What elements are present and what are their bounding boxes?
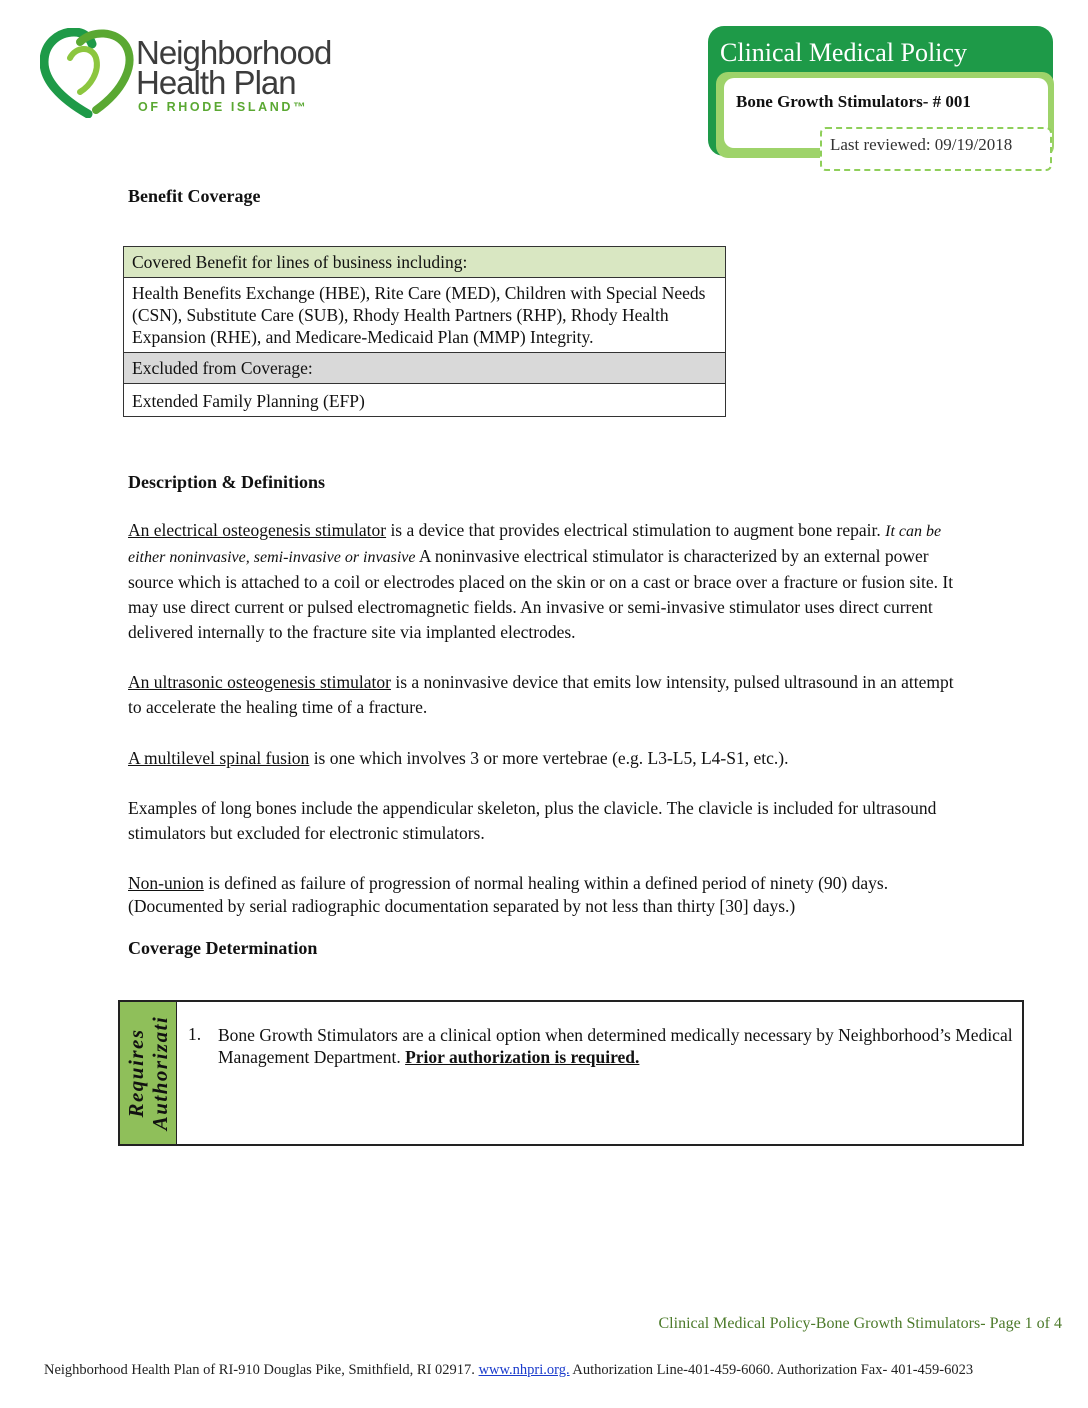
definition-long-bones: Examples of long bones include the appendicular skeleton, plus the clavicle. The clavicle is included for ultrasound stimulators but excluded for electronic stimulators. — [128, 798, 937, 843]
excluded-lines-cell: Extended Family Planning (EFP) — [124, 384, 726, 417]
logo-text-health-plan: Health Plan — [136, 64, 296, 101]
side-label-line-1: Requires — [124, 1028, 148, 1118]
term-electrical-stimulator: An electrical osteogenesis stimulator — [128, 520, 387, 540]
term-non-union: Non-union — [128, 873, 204, 893]
coverage-determination-heading: Coverage Determination — [128, 938, 318, 958]
policy-name: Bone Growth Stimulators- # 001 — [736, 92, 971, 111]
excluded-header-cell: Excluded from Coverage: — [124, 353, 726, 384]
logo-text-neighborhood: Neighborhood — [136, 34, 332, 71]
term-multilevel-fusion: A multilevel spinal fusion — [128, 748, 310, 768]
requires-authorization-label — [120, 1002, 177, 1144]
table-row — [124, 384, 726, 417]
requires-authorization-box — [118, 1000, 1024, 1146]
covered-header-cell: Covered Benefit for lines of business including: — [124, 247, 726, 278]
definition-non-union: Non-union is defined as failure of progression of normal healing within a defined period of ninety (90) days. (Documented by serial radiographic documentation separated by not less than thirty [30] days.) — [128, 873, 889, 916]
definition-multilevel-fusion: A multilevel spinal fusion is one which involves 3 or more vertebrae (e.g. L3-L5, L4-S1, etc.). — [128, 748, 789, 768]
table-row — [124, 247, 726, 278]
list-item-number: 1. — [188, 1024, 202, 1044]
list-item: Bone Growth Stimulators are a clinical option when determined medically necessary by Neighborhood’s Medical Management Department. Prior authorization is required. — [218, 1025, 1013, 1067]
table-row — [124, 278, 726, 353]
website-link[interactable]: www.nhpri.org. — [478, 1362, 570, 1378]
prior-authorization-note: Prior authorization is required. — [405, 1047, 640, 1067]
page-footer-label: Clinical Medical Policy-Bone Growth Stimulators- Page 1 of 4 — [658, 1315, 1062, 1332]
policy-title: Clinical Medical Policy — [720, 38, 967, 67]
covered-lines-cell: Health Benefits Exchange (HBE), Rite Care (MED), Children with Special Needs (CSN), Substitute Care (SUB), Rhody Health Partners (RHP), Rhody Health Expansion (RHE), and Medicare-Medicaid Plan (MMP) Integrity. — [124, 278, 726, 353]
description-heading: Description & Definitions — [128, 472, 325, 492]
table-row — [124, 353, 726, 384]
logo — [40, 28, 350, 118]
footer-address: Neighborhood Health Plan of RI-910 Douglas Pike, Smithfield, RI 02917. www.nhpri.org. Authorization Line-401-459-6060. Authorization Fax- 401-459-6023 — [44, 1362, 974, 1378]
logo-text-state: OF RHODE ISLAND™ — [138, 100, 309, 114]
coverage-table — [123, 246, 726, 417]
nhp-heart-logo-icon — [40, 28, 136, 118]
benefit-coverage-heading: Benefit Coverage — [128, 186, 261, 206]
definition-electrical-stimulator: An electrical osteogenesis stimulator is a device that provides electrical stimulation to augment bone repair. It can be either noninvasive, semi-invasive or invasive A noninvasive electrical stimulator is characterized by an external power source which is attached to a coil or electrodes placed on the skin or on a cast or brace over a fracture or fusion site. It may use direct current or pulsed electromagnetic fields. An invasive or semi-invasive stimulator uses direct current delivered internally to the fracture site via implanted electrodes. — [128, 520, 954, 642]
term-ultrasonic-stimulator: An ultrasonic osteogenesis stimulator — [128, 672, 391, 692]
side-label-line-2: Authorizati — [148, 1015, 172, 1131]
definition-ultrasonic-stimulator: An ultrasonic osteogenesis stimulator is a noninvasive device that emits low intensity, pulsed ultrasound in an attempt to accelerate the healing time of a fracture. — [128, 672, 954, 717]
last-reviewed-date: Last reviewed: 09/19/2018 — [820, 127, 1052, 171]
